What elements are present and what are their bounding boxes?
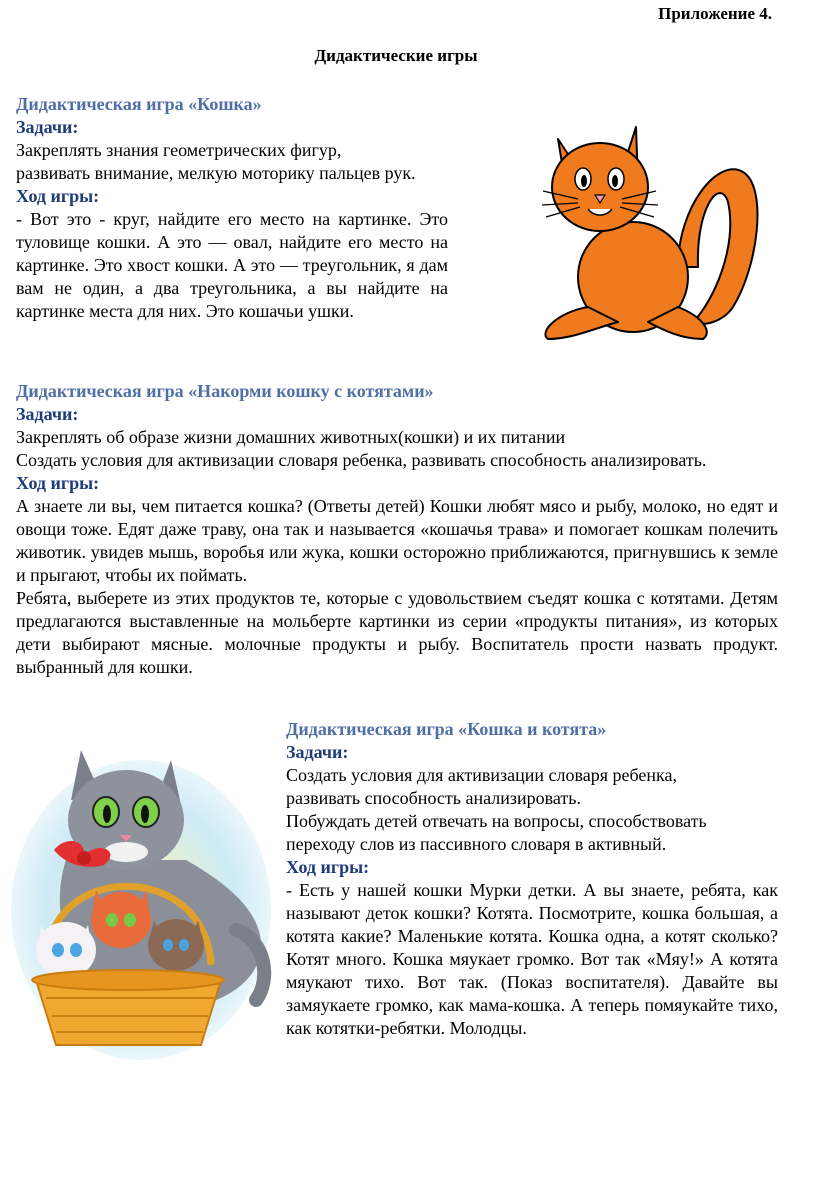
game1-tasks-label: Задачи: [16,117,79,137]
game1-title: Дидактическая игра «Кошка» [16,94,262,114]
game2-course-paragraph-1: А знаете ли вы, чем питается кошка? (Ответы детей) Кошки любят мясо и рыбу, молоко, но едят и овощи тоже. Едят даже траву, она так и называется «кошачья трава» и помогает кошкам полечить животик. увидев мышь, воробья или жука, кошки осторожно приближаются, пригнувшись к земле и прыгают, чтобы их поймать. [16,496,778,585]
game2-course-paragraph-2: Ребята, выберете из этих продуктов те, которые с удовольствием съедят кошка с котятами. Детям предлагаются выставленные на мольберте картинки из серии «продукты питания», из которых дети выбирают мясные. молочные продукты и рыбу. Воспитатель прости назвать продукт. выбранный для кошки. [16,588,778,677]
game3-course-label: Ход игры: [286,857,370,877]
game3-tasks-label: Задачи: [286,742,349,762]
game2-title: Дидактическая игра «Накорми кошку с котятами» [16,381,434,401]
cat-head [552,143,648,231]
game-cat-kittens-section [286,718,778,1040]
game2-tasks-label: Задачи: [16,404,79,424]
game-kitten-section [16,93,448,323]
appendix-label: Приложение 4. [658,4,772,23]
game3-task-1: Создать условия для активизации словаря ребенка, развивать способность анализировать. [286,765,677,808]
document-title: Дидактические игры [314,46,478,65]
orange-cat-drawing [528,117,768,342]
game3-task-2: Побуждать детей отвечать на вопросы, способствовать переходу слов из пассивного словаря в активный. [286,811,707,854]
game2-course-label: Ход игры: [16,473,100,493]
game1-tasks-text: Закреплять знания геометрических фигур, развивать внимание, мелкую моторику пальцев рук. [16,140,416,183]
game-feed-cat-section [16,380,778,679]
game3-course-text: - Есть у нашей кошки Мурки детки. А вы знаете, ребята, как называют деток кошки? Котята. Посмотрите, кошка большая, а котята какие? Маленькие котята. Кошка одна, а котят сколько? Котят много. Кошка мяукает громко. Вот так «Мяу!» А котята мяукают тихо. Вот так. (Показ воспитателя). Давайте вы замяукаете громко, как мама-кошка. А теперь помяукайте тихо, как котятки-ребятки. Молодцы. [286,880,778,1038]
cat-with-kittens-image [6,740,276,1060]
cat-tail [678,169,757,324]
game1-course-label: Ход игры: [16,186,100,206]
game2-task-2: Создать условия для активизации словаря ребенка, развивать способность анализировать. [16,450,707,470]
game1-course-text: - Вот это - круг, найдите его место на картинке. Это туловище кошки. А это — овал, найдите его место на картинке. Это хвост кошки. А это — треугольник, я дам вам не один, а два треугольника, а вы найдите на картинке места для них. Это кошачьи ушки. [16,209,448,321]
game2-task-1: Закреплять об образе жизни домашних животных(кошки) и их питании [16,427,566,447]
game3-title: Дидактическая игра «Кошка и котята» [286,719,607,739]
